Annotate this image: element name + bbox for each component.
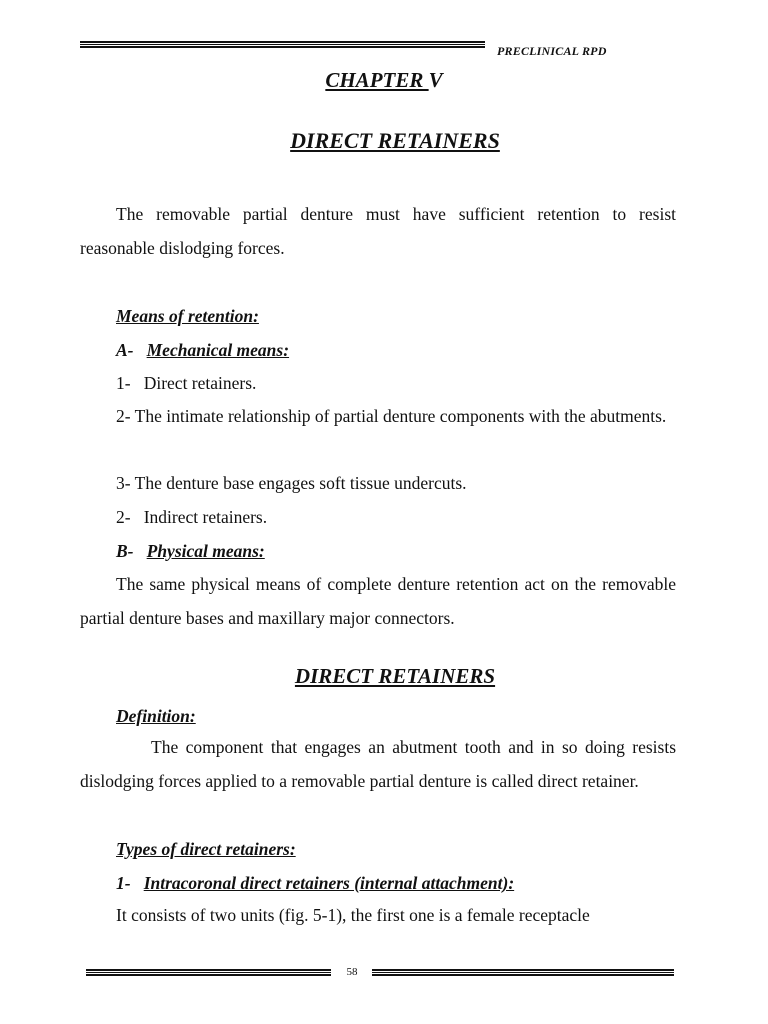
physical-means-paragraph: The same physical means of complete denture retention act on the removable partial denture bases and maxillary major connectors.	[80, 574, 676, 628]
chapter-title: DIRECT RETAINERS	[290, 128, 500, 153]
types-heading: Types of direct retainers:	[116, 839, 296, 859]
mechanical-means-heading	[116, 339, 289, 361]
means-heading: Means of retention:	[116, 306, 259, 326]
mechanical-marker: A-	[116, 340, 134, 360]
type1-heading	[116, 872, 514, 894]
physical-label: Physical means:	[146, 541, 265, 561]
footer-rule-left	[86, 969, 331, 976]
chapter-label	[0, 68, 768, 93]
chapter-numeral: V	[428, 68, 443, 92]
physical-means-heading	[116, 540, 265, 562]
list-item-direct-retainers: 1- Direct retainers.	[116, 373, 257, 393]
physical-marker: B-	[116, 541, 134, 561]
definition-heading: Definition:	[116, 706, 196, 726]
list-item-intimate-relationship: 2- The intimate relationship of partial denture components with the abutments.	[116, 406, 667, 426]
type1-label: Intracoronal direct retainers (internal attachment):	[143, 873, 515, 893]
running-head: PRECLINICAL RPD	[497, 44, 607, 58]
chapter-label-text: CHAPTER	[325, 68, 429, 92]
type1-marker: 1-	[116, 873, 131, 893]
list-item-indirect-retainers: 2- Indirect retainers.	[116, 507, 268, 527]
definition-paragraph: The component that engages an abutment tooth and in so doing resists dislodging forces applied to a removable partial denture is called direct retainer.	[80, 737, 676, 791]
mechanical-label: Mechanical means:	[146, 340, 290, 360]
list-item-denture-base: 3- The denture base engages soft tissue undercuts.	[116, 473, 467, 493]
header-rule	[80, 41, 485, 48]
page-number: 58	[346, 966, 358, 978]
section-title: DIRECT RETAINERS	[294, 664, 496, 688]
intro-paragraph: The removable partial denture must have sufficient retention to resist reasonable dislodging forces.	[80, 204, 676, 258]
type1-paragraph: It consists of two units (fig. 5-1), the first one is a female receptacle	[116, 905, 590, 925]
footer-rule-right	[372, 969, 674, 976]
